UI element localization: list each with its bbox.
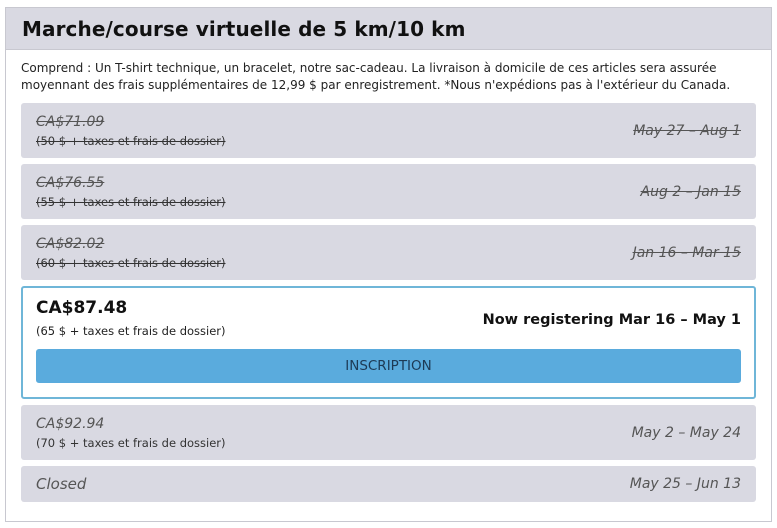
event-title: Marche/course virtuelle de 5 km/10 km	[22, 16, 466, 41]
card-body	[6, 50, 771, 502]
tier-price: CA$87.48	[36, 298, 128, 318]
pricing-tier-current	[21, 286, 756, 399]
registration-card	[5, 7, 772, 522]
tier-fee: (50 $ + taxes et frais de dossier)	[36, 133, 226, 148]
tier-fee: (55 $ + taxes et frais de dossier)	[36, 194, 226, 209]
tier-dates: May 2 – May 24	[631, 424, 741, 441]
tier-info	[36, 236, 226, 270]
pricing-tier-3	[21, 225, 756, 280]
tier-dates: Now registering Mar 16 – May 1	[482, 312, 741, 328]
register-button[interactable]: INSCRIPTION	[36, 349, 741, 383]
tier-price: CA$92.94	[36, 415, 105, 432]
tier-dates: May 27 – Aug 1	[633, 122, 741, 139]
tier-info	[36, 114, 226, 148]
pricing-tier-5	[21, 405, 756, 460]
tier-dates: May 25 – Jun 13	[629, 476, 741, 492]
tier-dates: Jan 16 – Mar 15	[632, 244, 741, 261]
tier-info	[36, 416, 226, 450]
pricing-tier-1	[21, 103, 756, 158]
pricing-tier-2	[21, 164, 756, 219]
card-header	[6, 8, 771, 50]
tier-info	[36, 175, 226, 209]
tier-status: Closed	[36, 475, 87, 493]
tier-fee: (65 $ + taxes et frais de dossier)	[36, 324, 226, 338]
tier-info	[36, 298, 226, 338]
tier-dates: Aug 2 – Jan 15	[640, 183, 741, 200]
event-description: Comprend : Un T-shirt technique, un bracelet, notre sac-cadeau. La livraison à domicile de ces articles sera assurée moyennant des frais supplémentaires de 12,99 $ par enregistrement. *Nous n'expédions pas à l'extérieur du Canada.	[21, 61, 731, 92]
tier-price: CA$82.02	[36, 235, 105, 252]
tier-fee: (60 $ + taxes et frais de dossier)	[36, 255, 226, 270]
pricing-tier-closed	[21, 466, 756, 502]
tier-fee: (70 $ + taxes et frais de dossier)	[36, 435, 226, 450]
tier-price: CA$71.09	[36, 113, 105, 130]
tier-price: CA$76.55	[36, 174, 105, 191]
current-tier-top	[36, 298, 741, 338]
